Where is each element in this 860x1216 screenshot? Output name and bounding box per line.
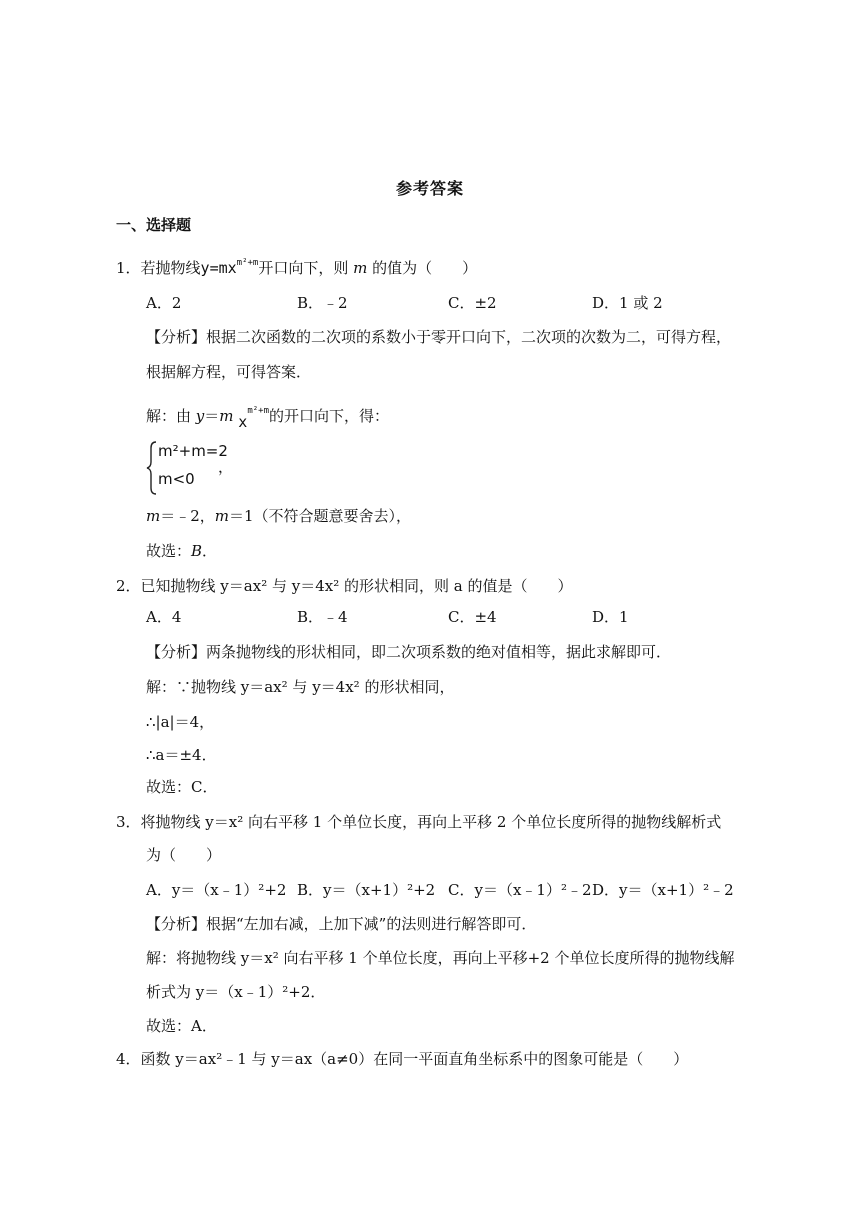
q1-option-c: C．±2 [448, 294, 497, 312]
question-3-stem-line-2: 为（ ） [146, 846, 222, 864]
q2-option-b: B．﹣4 [297, 608, 348, 626]
q1-answer-line: 故选：B． [146, 542, 218, 560]
equation-system [146, 440, 266, 496]
q3-analysis: 【分析】根据“左加右减，上加下减”的法则进行解答即可． [146, 915, 537, 933]
q2-option-a: A．4 [146, 608, 182, 626]
q1-option-b: B．﹣2 [297, 294, 348, 312]
q2-analysis: 【分析】两条抛物线的形状相同，即二次项系数的绝对值相等，据此求解即可． [146, 643, 672, 661]
equation-2: m<0 [158, 470, 195, 488]
equation-1: m²+m=2 [158, 442, 228, 460]
page-title: 参考答案 [395, 179, 464, 198]
q3-option-b: B．y＝（x+1）²+2 [297, 881, 436, 899]
section-heading: 一、选择题 [116, 216, 192, 234]
q3-option-d: D．y＝（x+1）²﹣2 [592, 881, 734, 899]
question-3-stem-line-1: 3．将抛物线 y＝x² 向右平移 1 个单位长度，再向上平移 2 个单位长度所得的抛物线解析式 [116, 813, 722, 831]
q1-analysis-line-2: 根据解方程，可得答案． [146, 363, 312, 381]
q3-solution-line-1: 解：将抛物线 y＝x² 向右平移 1 个单位长度，再向上平移+2 个单位长度所得的抛物线解 [146, 949, 735, 967]
left-brace-icon [146, 440, 158, 496]
q3-answer-line: 故选：A． [146, 1017, 217, 1035]
q2-solution-line-2: ∴|a|＝4， [146, 713, 215, 731]
q2-solution-line-3: ∴a＝±4． [146, 746, 217, 764]
equation-comma: ， [218, 458, 234, 476]
q3-solution-line-2: 析式为 y＝（x﹣1）²+2． [146, 983, 326, 1001]
q3-option-a: A．y＝（x﹣1）²+2 [146, 881, 287, 899]
question-4-stem: 4．函数 y＝ax²﹣1 与 y＝ax（a≠0）在同一平面直角坐标系中的图象可能是（ ） [116, 1050, 689, 1068]
q1-solution-line: 解：由 y＝m $x^{m^2+m}$的开口向下，得： [146, 406, 390, 431]
question-1-stem: 1．若抛物线$y=mx^{m^2+m}$开口向下，则 m 的值为（ ） [116, 258, 478, 277]
q2-solution-line-1: 解：∵抛物线 y＝ax² 与 y＝4x² 的形状相同， [146, 678, 455, 696]
formula-image: $y=mx^{m^2+m}$ [200, 258, 259, 277]
q1-result-line: m＝﹣2，m＝1（不符合题意要舍去）， [146, 507, 412, 525]
question-2-stem: 2．已知抛物线 y＝ax² 与 y＝4x² 的形状相同，则 a 的值是（ ） [116, 577, 573, 595]
q3-option-c: C．y＝（x﹣1）²﹣2 [448, 881, 592, 899]
q2-answer-line: 故选：C． [146, 778, 218, 796]
q1-option-d: D．1 或 2 [592, 294, 663, 312]
q1-analysis-line-1: 【分析】根据二次函数的二次项的系数小于零开口向下，二次项的次数为二，可得方程， [146, 328, 732, 346]
q1-option-a: A．2 [146, 294, 182, 312]
q2-option-c: C．±4 [448, 608, 497, 626]
q2-option-d: D．1 [592, 608, 629, 626]
